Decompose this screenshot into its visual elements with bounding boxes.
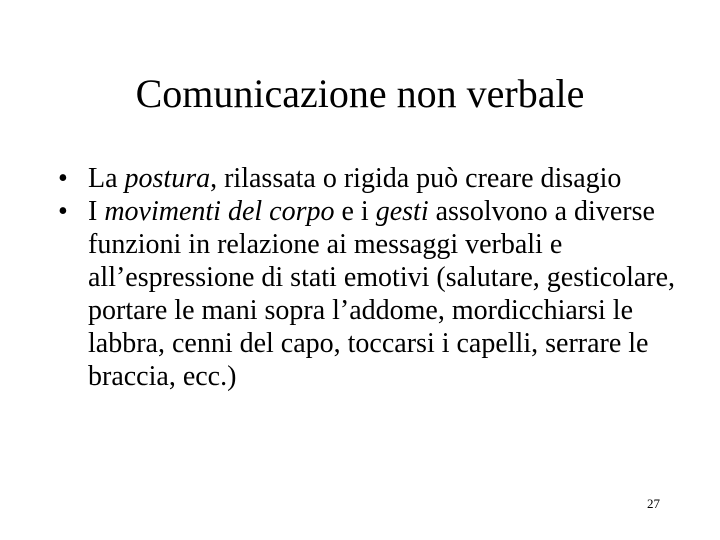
- bullet-text-emphasis: postura: [124, 163, 211, 194]
- bullet-text-segment: La: [88, 163, 125, 194]
- bullet-text: [88, 163, 621, 194]
- bullet-text-emphasis: gesti: [375, 196, 429, 227]
- bullet-text-segment: assolvono a diverse funzioni in relazione ai messaggi verbali e all’espressione di stati emotivi (salutare, gesticolare, portare le mani sopra l’addome, mordicchiarsi le labbra, cenni del capo, toccarsi i capelli, serrare le braccia, ecc.): [88, 196, 676, 392]
- bullet-text-segment: I: [88, 196, 105, 227]
- bullet-marker: •: [58, 196, 68, 227]
- slide-title: Comunicazione non verbale: [135, 71, 585, 116]
- page-number: 27: [647, 496, 660, 511]
- bullet-text-segment: , rilassata o rigida può creare disagio: [210, 163, 622, 194]
- bullet-text-segment: e i: [334, 196, 376, 227]
- bullet-list: [58, 162, 678, 393]
- bullet-text-emphasis: movimenti del corpo: [104, 196, 335, 227]
- bullet-item: [58, 162, 678, 195]
- bullet-marker: •: [58, 163, 68, 194]
- bullet-item: [58, 195, 678, 393]
- bullet-text: [88, 196, 675, 392]
